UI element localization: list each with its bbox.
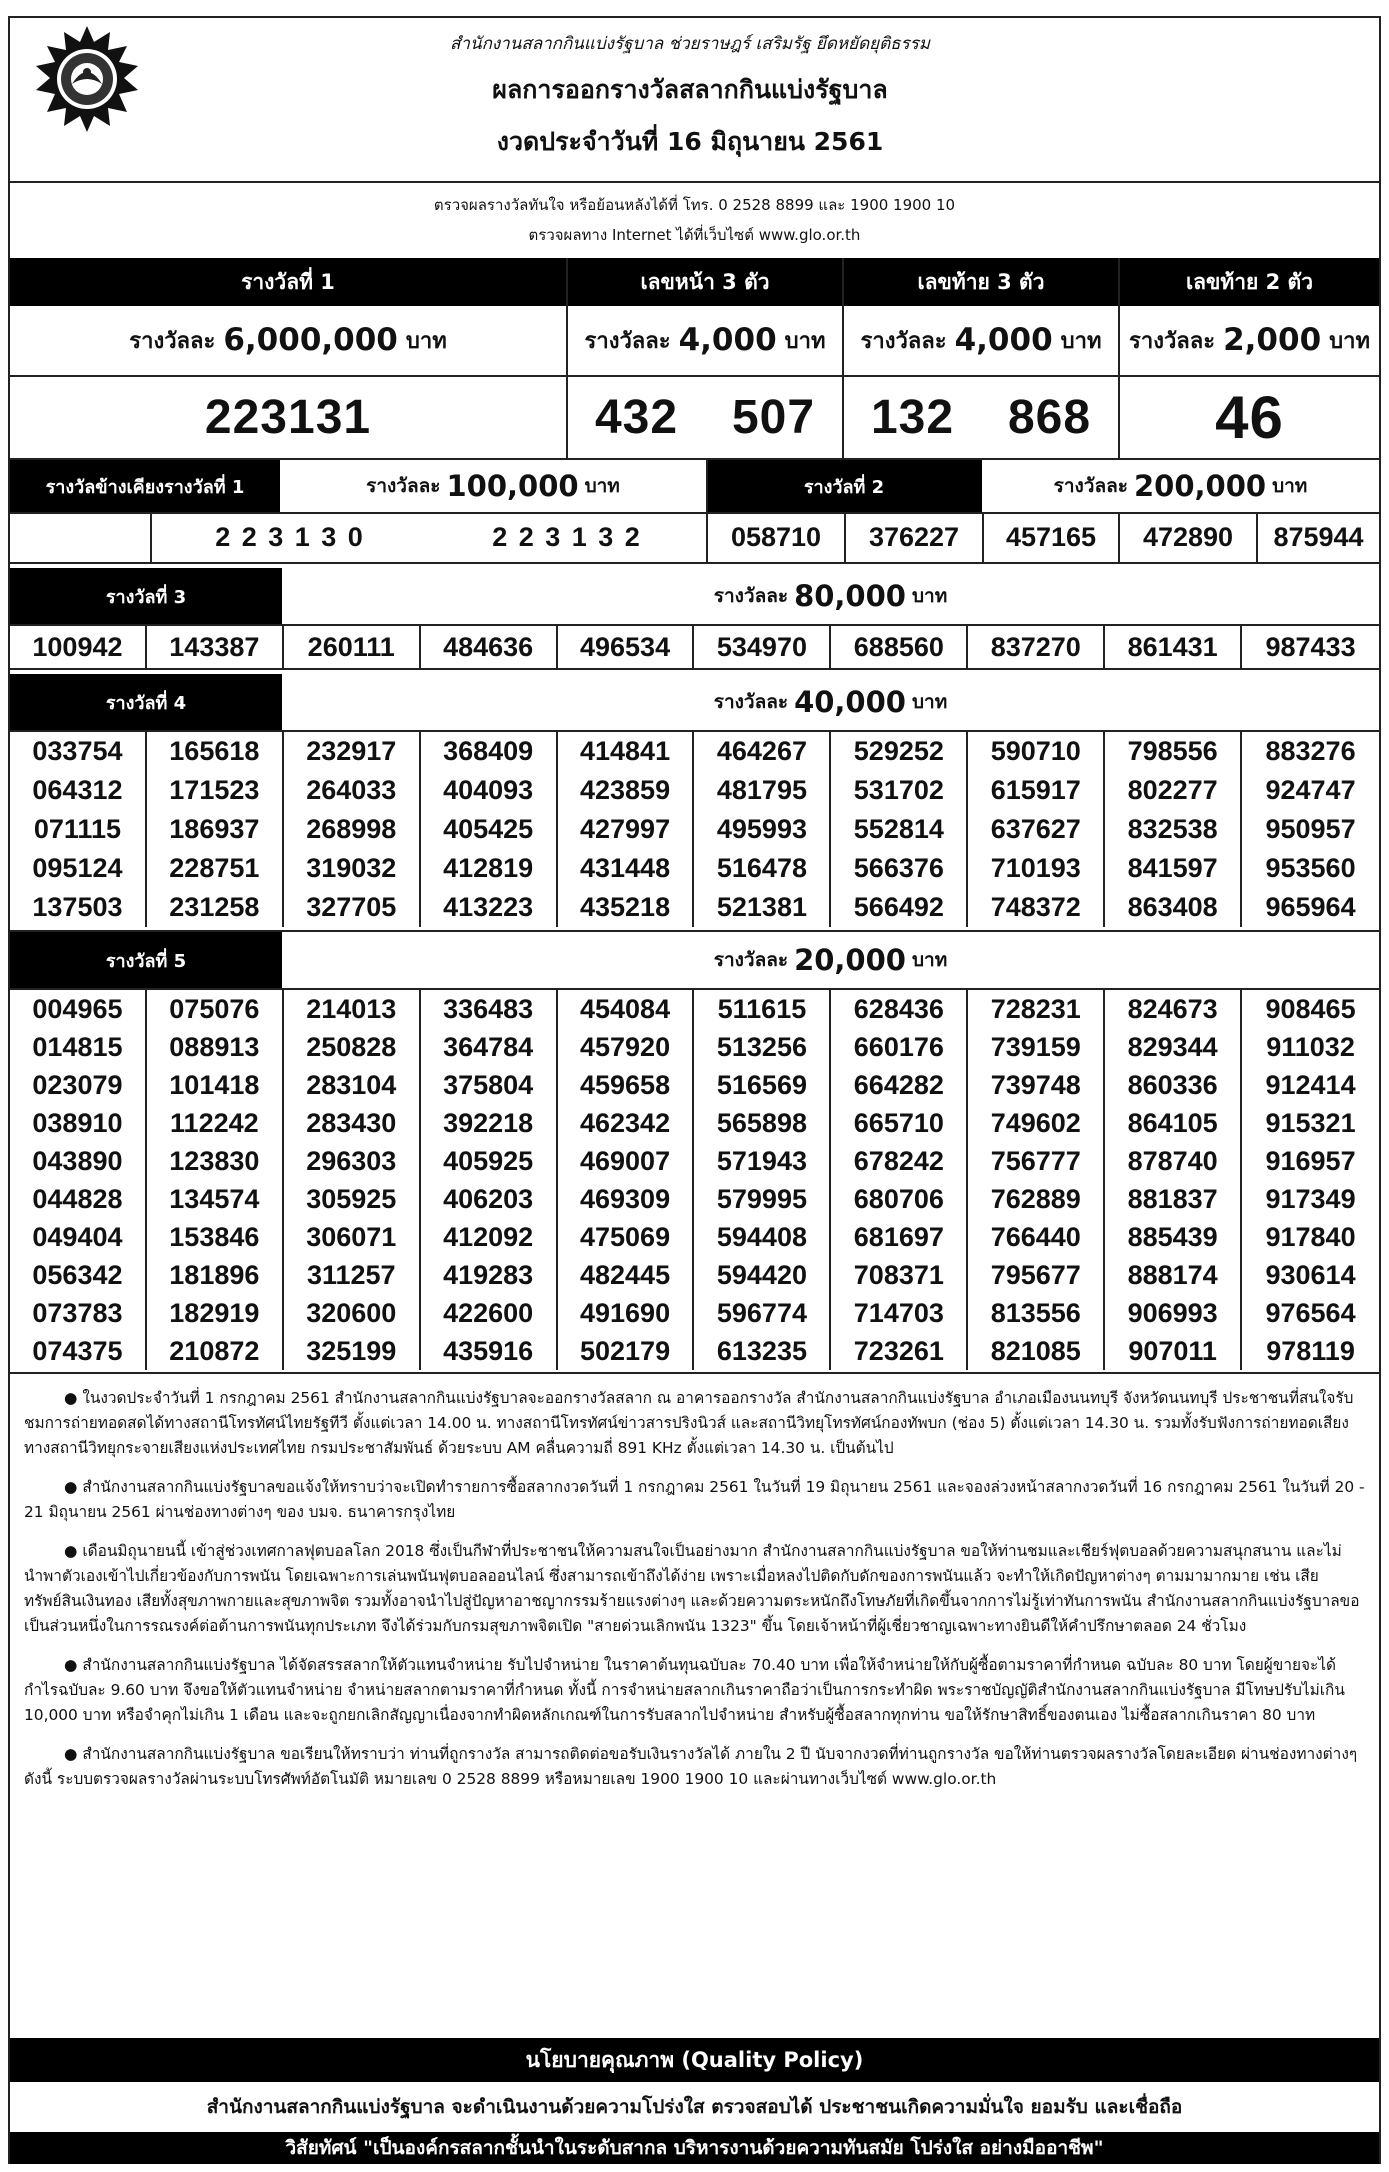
prize-number: 664282 (831, 1066, 968, 1104)
prize-number: 749602 (968, 1104, 1105, 1142)
prize-number: 182919 (147, 1294, 284, 1332)
prize-number: 095124 (10, 849, 147, 888)
prize-number: 153846 (147, 1218, 284, 1256)
prize-number: 049404 (10, 1218, 147, 1256)
prize-number: 364784 (421, 1028, 558, 1066)
prize-number: 912414 (1265, 1070, 1356, 1100)
prize-number: 978119 (1266, 1336, 1355, 1366)
prize-number: 916957 (1265, 1146, 1356, 1176)
prize-number: 405425 (421, 810, 558, 849)
prize-number: 565898 (694, 1104, 831, 1142)
prize-number: 181896 (147, 1256, 284, 1294)
first-prize-amount: รางวัลละ 6,000,000 บาท (129, 322, 447, 358)
prize-number: 325199 (284, 1332, 421, 1370)
third-prize-label: รางวัลที่ 3 (10, 568, 282, 624)
prize-number: 231258 (147, 888, 284, 927)
second-number-1: 058710 (730, 521, 822, 552)
prize-number: 454084 (558, 990, 695, 1028)
near-first-amount: รางวัลละ 100,000 บาท (366, 469, 620, 503)
prize-number: 319032 (284, 849, 421, 888)
prize-number: 908465 (1265, 994, 1356, 1024)
prize-number: 320600 (284, 1294, 421, 1332)
first-prize-label: รางวัลที่ 1 (10, 258, 566, 306)
prize-number: 613235 (694, 1332, 831, 1370)
prize-number: 513256 (694, 1028, 831, 1066)
prize-number: 232917 (284, 732, 421, 771)
prize-number: 044828 (10, 1180, 147, 1218)
prize-number: 406203 (421, 1180, 558, 1218)
prize-number: 516569 (694, 1066, 831, 1104)
page-title: ผลการออกรางวัลสลากกินแบ่งรัฐบาล (492, 75, 888, 104)
prize-number: 552814 (831, 810, 968, 849)
prize-number: 708371 (831, 1256, 968, 1294)
prize-number: 917840 (1265, 1222, 1356, 1252)
prize-number: 681697 (831, 1218, 968, 1256)
prize-number: 392218 (421, 1104, 558, 1142)
third-prize-amount: รางวัลละ 80,000 บาท (713, 579, 948, 613)
prize-number: 459658 (558, 1066, 695, 1104)
top-prizes-table (10, 258, 1379, 458)
lottery-result-sheet (8, 16, 1381, 2164)
prize-number: 594408 (694, 1218, 831, 1256)
prize-number: 033754 (10, 732, 147, 771)
prize-number: 911032 (1266, 1032, 1355, 1062)
back3-number-1: 132 (870, 390, 955, 444)
header (10, 18, 1379, 183)
first-prize-number: 223131 (204, 390, 372, 444)
prize-number: 628436 (831, 990, 968, 1028)
fourth-prize-label: รางวัลที่ 4 (10, 674, 282, 730)
prize-number: 766440 (968, 1218, 1105, 1256)
prize-number: 798556 (1105, 732, 1242, 771)
prize-number: 660176 (831, 1028, 968, 1066)
back3-amount: รางวัลละ 4,000 บาท (860, 322, 1102, 358)
prize-number: 260111 (284, 626, 421, 668)
prize-number: 186937 (147, 810, 284, 849)
fifth-prize-amount: รางวัลละ 20,000 บาท (713, 943, 948, 977)
announcement-item: ● สำนักงานสลากกินแบ่งรัฐบาลขอแจ้งให้ทราบว่าจะเปิดทำรายการซื้อสลากงวดวันที่ 1 กรกฎาคม 2561 ในวันที่ 19 มิถุนายน 2561 และจองล่วงหน้าสลากงวดวันที่ 16 กรกฎาคม 2561 ในวันที่ 20 - 21 มิถุนายน 2561 ผ่านช่องทางต่างๆ ของ บมจ. ธนาคารกรุงไทย (24, 1475, 1365, 1525)
prize-number: 431448 (558, 849, 695, 888)
org-motto: สำนักงานสลากกินแบ่งรัฐบาล ช่วยราษฎร์ เสริมรัฐ ยึดหยัดยุติธรรม (450, 34, 930, 54)
prize-number: 423859 (558, 771, 695, 810)
prize-number: 987433 (1265, 632, 1356, 662)
prize-number: 336483 (421, 990, 558, 1028)
prize-number: 165618 (147, 732, 284, 771)
prize-number: 134574 (147, 1180, 284, 1218)
prize-number: 915321 (1265, 1108, 1356, 1138)
prize-number: 739748 (968, 1066, 1105, 1104)
prize-number: 728231 (968, 990, 1105, 1028)
prize-number: 861431 (1105, 626, 1242, 668)
prize-number: 435218 (558, 888, 695, 927)
prize-number: 756777 (968, 1142, 1105, 1180)
prize-number: 088913 (147, 1028, 284, 1066)
prize-number: 723261 (831, 1332, 968, 1370)
second-prize-amount: รางวัลละ 200,000 บาท (1053, 469, 1308, 503)
prize-number: 435916 (421, 1332, 558, 1370)
prize-number: 906993 (1105, 1294, 1242, 1332)
prize-number: 813556 (968, 1294, 1105, 1332)
prize-number: 056342 (10, 1256, 147, 1294)
prize-number: 924747 (1265, 775, 1356, 805)
glo-seal-icon (32, 24, 142, 134)
announcement-item: ● เดือนมิถุนายนนี้ เข้าสู่ช่วงเทศกาลฟุตบอลโลก 2018 ซึ่งเป็นกีฬาที่ประชาชนให้ความสนใจเป็นอย่างมาก สำนักงานสลากกินแบ่งรัฐบาล ขอให้ท่านชมและเชียร์ฟุตบอลด้วยความสนุกสนาน และไม่นำพาตัวเองเข้าไปเกี่ยวข้องกับการพนัน โดยเฉพาะการเล่นพนันฟุตบอลออนไลน์ ซึ่งสามารถเข้าถึงได้ง่าย เพราะเมื่อหลงไปติดกับดักของการพนันแล้ว จะทำให้เกิดปัญหาต่างๆ ตามมามากมาย เช่น เสียทรัพย์สินเงินทอง เสียทั้งสุขภาพกายและสุขภาพจิต รวมทั้งอาจนำไปสู่ปัญหาอาชญากรรมร้ายแรงต่างๆ และด้วยความตระหนักถึงโทษภัยที่เกิดขึ้นจากการไม่รู้เท่าทันการพนัน สำนักงานสลากกินแบ่งรัฐบาลขอเป็นส่วนหนึ่งในการรณรงค์ต่อต้านการพนันทุกประเภท จึงได้ร่วมกับกรมสุขภาพจิตเปิด "สายด่วนเลิกพนัน 1323" ขึ้น โดยเจ้าหน้าที่ผู้เชี่ยวชาญเฉพาะทางยินดีให้คำปรึกษาตลอด 24 ชั่วโมง (24, 1539, 1365, 1639)
draw-date: งวดประจำวันที่ 16 มิถุนายน 2561 (496, 127, 884, 156)
prize-number: 073783 (10, 1294, 147, 1332)
prize-number: 100942 (10, 626, 147, 668)
prize-number: 023079 (10, 1066, 147, 1104)
back2-amount: รางวัลละ 2,000 บาท (1129, 322, 1370, 358)
prize-number: 074375 (10, 1332, 147, 1370)
prize-number: 481795 (694, 771, 831, 810)
prize-number: 043890 (10, 1142, 147, 1180)
prize-number: 496534 (558, 626, 695, 668)
prize-number: 930614 (1265, 1260, 1356, 1290)
prize-number: 368409 (421, 732, 558, 771)
prize-number: 579995 (694, 1180, 831, 1218)
prize-number: 688560 (831, 626, 968, 668)
prize-number: 306071 (284, 1218, 421, 1256)
prize-number: 748372 (968, 888, 1105, 927)
front3-label: เลขหน้า 3 ตัว (568, 258, 842, 306)
back2-label: เลขท้าย 2 ตัว (1120, 258, 1379, 306)
prize-number: 491690 (558, 1294, 695, 1332)
prize-number: 469007 (558, 1142, 695, 1180)
quality-policy-text: สำนักงานสลากกินแบ่งรัฐบาล จะดำเนินงานด้วยความโปร่งใส ตรวจสอบได้ ประชาชนเกิดความมั่นใจ ยอมรับ และเชื่อถือ (206, 2096, 1183, 2118)
prize-number: 283104 (284, 1066, 421, 1104)
prize-number: 419283 (421, 1256, 558, 1294)
prize-number: 495993 (694, 810, 831, 849)
prize-number: 413223 (421, 888, 558, 927)
prize-number: 950957 (1265, 814, 1356, 844)
prize-number: 678242 (831, 1142, 968, 1180)
prize-number: 824673 (1105, 990, 1242, 1028)
prize-number: 064312 (10, 771, 147, 810)
prize-number: 375804 (421, 1066, 558, 1104)
prize-number: 596774 (694, 1294, 831, 1332)
prize-number: 821085 (968, 1332, 1105, 1370)
prize-number: 710193 (968, 849, 1105, 888)
prize-number: 511615 (694, 990, 831, 1028)
prize-number: 965964 (1265, 892, 1356, 922)
prize-number: 714703 (831, 1294, 968, 1332)
prize-number: 137503 (10, 888, 147, 927)
prize-number: 422600 (421, 1294, 558, 1332)
prize-number: 071115 (10, 810, 147, 849)
second-number-4: 472890 (1142, 521, 1234, 552)
prize-number: 566492 (831, 888, 968, 927)
prize-number: 404093 (421, 771, 558, 810)
prize-number: 860336 (1105, 1066, 1242, 1104)
prize-number: 038910 (10, 1104, 147, 1142)
prize-number: 283430 (284, 1104, 421, 1142)
prize-number: 264033 (284, 771, 421, 810)
second-number-2: 376227 (868, 521, 960, 552)
contact-web: ตรวจผลทาง Internet ได้ที่เว็บไซต์ www.glo.or.th (528, 226, 861, 244)
second-number-3: 457165 (1005, 521, 1097, 552)
front3-amount: รางวัลละ 4,000 บาท (584, 322, 826, 358)
prize-number: 305925 (284, 1180, 421, 1218)
prize-number: 976564 (1265, 1298, 1356, 1328)
prize-number: 665710 (831, 1104, 968, 1142)
prize-number: 143387 (147, 626, 284, 668)
prize-number: 534970 (694, 626, 831, 668)
back2-number: 46 (1215, 383, 1284, 451)
announcement-item: ● สำนักงานสลากกินแบ่งรัฐบาล ขอเรียนให้ทราบว่า ท่านที่ถูกรางวัล สามารถติดต่อขอรับเงินรางวัลได้ ภายใน 2 ปี นับจากงวดที่ท่านถูกรางวัล ขอให้ท่านตรวจผลรางวัลโดยละเอียด ผ่านช่องทางต่างๆ ดังนี้ ระบบตรวจผลรางวัลผ่านระบบโทรศัพท์อัตโนมัติ หมายเลข 0 2528 8899 หรือหมายเลข 1900 1900 10 และผ่านทางเว็บไซต์ www.glo.or.th (24, 1742, 1365, 1792)
near-first-label: รางวัลข้างเคียงรางวัลที่ 1 (10, 460, 280, 512)
second-prize-label: รางวัลที่ 2 (706, 460, 982, 512)
second-number-5: 875944 (1273, 521, 1364, 552)
prize-number: 412092 (421, 1218, 558, 1256)
prize-number: 953560 (1265, 853, 1356, 883)
prize-number: 327705 (284, 888, 421, 927)
prize-number: 762889 (968, 1180, 1105, 1218)
prize-number: 864105 (1105, 1104, 1242, 1142)
prize-number: 907011 (1105, 1332, 1242, 1370)
prize-number: 123830 (147, 1142, 284, 1180)
prize-number: 516478 (694, 849, 831, 888)
fifth-prize-label: รางวัลที่ 5 (10, 932, 282, 988)
prize-number: 311257 (284, 1256, 421, 1294)
prize-number: 594420 (694, 1256, 831, 1294)
prize-number: 829344 (1105, 1028, 1242, 1066)
back3-number-2: 868 (1007, 390, 1092, 444)
prize-number: 268998 (284, 810, 421, 849)
fifth-prize-section (10, 932, 1379, 1374)
prize-number: 841597 (1105, 849, 1242, 888)
fourth-prize-numbers (10, 732, 1379, 927)
near-first-number-2: 2 2 3 1 3 2 (492, 521, 642, 552)
prize-number: 210872 (147, 1332, 284, 1370)
prize-number: 469309 (558, 1180, 695, 1218)
prize-number: 739159 (968, 1028, 1105, 1066)
prize-number: 529252 (831, 732, 968, 771)
prize-number: 917349 (1265, 1184, 1356, 1214)
prize-number: 484636 (421, 626, 558, 668)
prize-number: 680706 (831, 1180, 968, 1218)
prize-number: 427997 (558, 810, 695, 849)
prize-number: 171523 (147, 771, 284, 810)
quality-policy-heading: นโยบายคุณภาพ (Quality Policy) (10, 2038, 1379, 2082)
prize-number: 414841 (558, 732, 695, 771)
prize-number: 475069 (558, 1218, 695, 1256)
prize-number: 014815 (10, 1028, 147, 1066)
prize-number: 482445 (558, 1256, 695, 1294)
announcement-item: ● ในงวดประจำวันที่ 1 กรกฎาคม 2561 สำนักงานสลากกินแบ่งรัฐบาลจะออกรางวัลสลาก ณ อาคารออกรางวัล สำนักงานสลากกินแบ่งรัฐบาล อำเภอเมืองนนทบุรี จังหวัดนนทบุรี ประชาชนที่สนใจรับชมการถ่ายทอดสดได้ทางสถานีโทรทัศน์ไทยรัฐทีวี ตั้งแต่เวลา 14.00 น. ทางสถานีโทรทัศน์ข่าวสารปริงนิวส์ และสถานีวิทยุโทรทัศน์กองทัพบก (ช่อง 5) ตั้งแต่เวลา 14.30 น. รวมทั้งรับฟังการถ่ายทอดเสียงทางสถานีวิทยุกระจายเสียงแห่งประเทศไทย กรมประชาสัมพันธ์ ด้วยระบบ AM คลื่นความถี่ 891 KHz ตั้งแต่เวลา 14.30 น. เป็นต้นไป (24, 1386, 1365, 1461)
prize-number: 214013 (284, 990, 421, 1028)
announcements (10, 1374, 1379, 2034)
prize-number: 112242 (147, 1104, 284, 1142)
prize-number: 228751 (147, 849, 284, 888)
contact-phone: ตรวจผลรางวัลทันใจ หรือย้อนหลังได้ที่ โทร. 0 2528 8899 และ 1900 1900 10 (433, 196, 956, 214)
prize-number: 101418 (147, 1066, 284, 1104)
fifth-prize-numbers (10, 990, 1379, 1370)
prize-number: 004965 (10, 990, 147, 1028)
prize-number: 075076 (147, 990, 284, 1028)
prize-number: 878740 (1105, 1142, 1242, 1180)
prize-number: 590710 (968, 732, 1105, 771)
prize-number: 885439 (1105, 1218, 1242, 1256)
prize-number: 888174 (1105, 1256, 1242, 1294)
prize-number: 464267 (694, 732, 831, 771)
prize-number: 502179 (558, 1332, 695, 1370)
near-first-and-second-prizes (10, 460, 1379, 566)
prize-number: 802277 (1105, 771, 1242, 810)
vision-statement: วิสัยทัศน์ "เป็นองค์กรสลากชั้นนำในระดับสากล บริหารงานด้วยความทันสมัย โปร่งใส อย่างมืออาชีพ" (10, 2132, 1379, 2164)
prize-number: 521381 (694, 888, 831, 927)
prize-number: 883276 (1265, 736, 1356, 766)
prize-number: 531702 (831, 771, 968, 810)
prize-number: 795677 (968, 1256, 1105, 1294)
front3-number-1: 432 (594, 390, 679, 444)
prize-number: 412819 (421, 849, 558, 888)
prize-number: 832538 (1105, 810, 1242, 849)
fourth-prize-amount: รางวัลละ 40,000 บาท (713, 685, 948, 719)
third-prize-section (10, 568, 1379, 674)
prize-number: 637627 (968, 810, 1105, 849)
prize-number: 566376 (831, 849, 968, 888)
prize-number: 615917 (968, 771, 1105, 810)
third-prize-numbers (10, 626, 1379, 668)
prize-number: 462342 (558, 1104, 695, 1142)
prize-number: 250828 (284, 1028, 421, 1066)
fourth-prize-section (10, 670, 1379, 932)
back3-label: เลขท้าย 3 ตัว (844, 258, 1118, 306)
near-first-number-1: 2 2 3 1 3 0 (215, 521, 365, 552)
prize-number: 457920 (558, 1028, 695, 1066)
front3-number-2: 507 (731, 390, 816, 444)
prize-number: 837270 (968, 626, 1105, 668)
prize-number: 571943 (694, 1142, 831, 1180)
prize-number: 405925 (421, 1142, 558, 1180)
contact-info (10, 184, 1379, 254)
prize-number: 296303 (284, 1142, 421, 1180)
prize-number: 863408 (1105, 888, 1242, 927)
prize-number: 881837 (1105, 1180, 1242, 1218)
announcement-item: ● สำนักงานสลากกินแบ่งรัฐบาล ได้จัดสรรสลากให้ตัวแทนจำหน่าย รับไปจำหน่าย ในราคาต้นทุนฉบับละ 70.40 บาท เพื่อให้จำหน่ายให้กับผู้ซื้อตามราคาที่กำหนด ฉบับละ 80 บาท โดยผู้ขายจะได้กำไรฉบับละ 9.60 บาท จึงขอให้ตัวแทนจำหน่าย จำหน่ายสลากตามราคาที่กำหนด ทั้งนี้ การจำหน่ายสลากเกินราคาถือว่าเป็นการกระทำผิด พระราชบัญญัติสำนักงานสลากกินแบ่งรัฐบาล มีโทษปรับไม่เกิน 10,000 บาท หรือจำคุกไม่เกิน 1 เดือน และจะถูกยกเลิกสัญญาเนื่องจากทำผิดหลักเกณฑ์ในการรับสลากไปจำหน่าย สำหรับผู้ซื้อสลากทุกท่าน ขอให้รักษาสิทธิ์ของตนเอง ไม่ซื้อสลากเกินราคา 80 บาท (24, 1653, 1365, 1728)
